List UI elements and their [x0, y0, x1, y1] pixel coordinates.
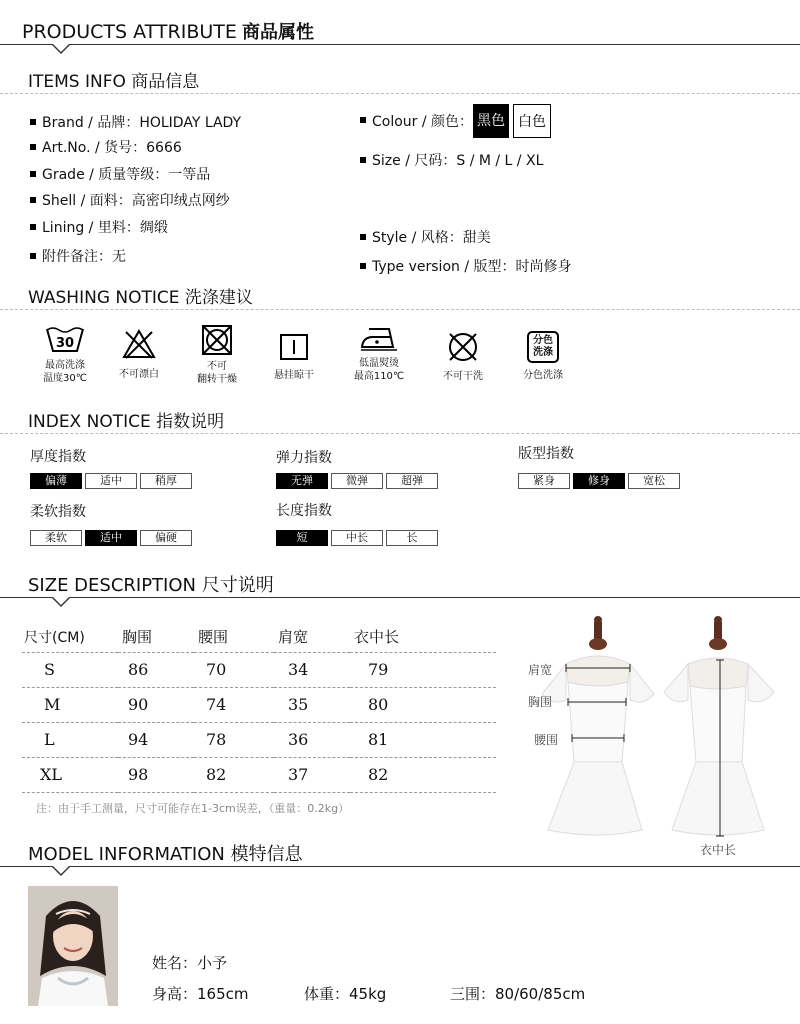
grade-info: Grade / 质量等级：一等品 — [30, 164, 210, 184]
fit-title: 版型指数 — [518, 446, 574, 462]
elasticity-option[interactable]: 微弹 — [331, 473, 383, 489]
wash-item-iron: 低温熨烫 最高110℃ — [339, 325, 419, 383]
items-info-divider — [0, 93, 800, 94]
type-version-info: Type version / 版型：时尚修身 — [360, 256, 572, 276]
fit-option[interactable]: 紧身 — [518, 473, 570, 489]
thickness-options — [30, 473, 192, 489]
elasticity-option[interactable]: 超弹 — [386, 473, 438, 489]
size-note: 注：由于手工测量，尺寸可能存在1-3cm误差，（重量：0.2kg） — [36, 802, 350, 815]
softness-option[interactable]: 柔软 — [30, 530, 82, 546]
waist-label: 腰围 — [534, 733, 559, 747]
softness-title: 柔软指数 — [30, 504, 86, 520]
shell-info: Shell / 面料：高密印绒点网纱 — [30, 190, 230, 210]
attachment-note: 附件备注：无 — [30, 246, 126, 266]
softness-options — [30, 530, 192, 546]
items-info-heading: ITEMS INFO 商品信息 — [28, 72, 200, 92]
iron-low-icon — [359, 325, 399, 353]
wash-item-separate: 分色 洗涤 分色洗涤 — [503, 331, 583, 382]
model-weight: 体重：45kg — [304, 985, 387, 1003]
length-index-options — [276, 530, 438, 546]
size-col-header: 胸围 — [122, 628, 153, 647]
model-measurements: 三围：80/60/85cm — [450, 985, 586, 1003]
elasticity-option[interactable]: 无弹 — [276, 473, 328, 489]
no-dry-clean-icon — [446, 330, 480, 364]
colour-black-swatch[interactable]: 黑色 — [473, 104, 509, 138]
no-bleach-icon — [121, 328, 157, 360]
page-title-cn: 商品属性 — [241, 22, 314, 43]
index-divider — [0, 433, 800, 434]
style-info: Style / 风格：甜美 — [360, 227, 491, 247]
size-notch — [52, 598, 70, 607]
fit-option[interactable]: 宽松 — [628, 473, 680, 489]
model-divider — [0, 866, 800, 867]
index-heading: INDEX NOTICE 指数说明 — [28, 412, 225, 432]
page-title — [22, 18, 314, 44]
washing-divider — [0, 309, 800, 310]
wash-30-icon — [45, 325, 85, 355]
shoulder-label: 肩宽 — [528, 663, 553, 677]
size-col-header: 尺寸(CM) — [24, 629, 85, 646]
size-col-header: 腰围 — [198, 628, 229, 647]
length-index-title: 长度指数 — [276, 503, 332, 519]
thickness-title: 厚度指数 — [30, 449, 86, 465]
chest-label: 胸围 — [528, 695, 553, 709]
lining-info: Lining / 里料：绸缎 — [30, 217, 168, 237]
washing-heading: WASHING NOTICE 洗涤建议 — [28, 288, 253, 308]
no-tumble-dry-icon — [201, 324, 233, 356]
wash-separately-icon: 分色 洗涤 — [527, 331, 559, 363]
table-row: XL 98 82 37 82 — [22, 757, 496, 792]
table-row: M 90 74 35 80 — [22, 687, 496, 722]
fit-options — [518, 473, 680, 489]
size-info: Size / 尺码：S / M / L / XL — [360, 150, 543, 170]
size-table-header — [22, 622, 496, 652]
size-heading: SIZE DESCRIPTION 尺寸说明 — [28, 575, 274, 596]
model-photo — [28, 886, 118, 1006]
wash-item-no-dry-clean: 不可干洗 — [423, 330, 503, 383]
size-divider — [0, 597, 800, 598]
header-divider — [0, 44, 800, 45]
art-no-info: Art.No. / 货号：6666 — [30, 137, 182, 157]
softness-option[interactable]: 适中 — [85, 530, 137, 546]
elasticity-options — [276, 473, 438, 489]
header-notch — [52, 45, 70, 54]
elasticity-title: 弹力指数 — [276, 450, 332, 466]
model-notch — [52, 867, 70, 876]
length-index-option[interactable]: 中长 — [331, 530, 383, 546]
colour-white-swatch[interactable]: 白色 — [513, 104, 551, 138]
thickness-option[interactable]: 适中 — [85, 473, 137, 489]
model-heading: MODEL INFORMATION 模特信息 — [28, 844, 303, 865]
table-row: S 86 70 34 79 — [22, 652, 496, 687]
length-index-option[interactable]: 长 — [386, 530, 438, 546]
wash-item-hang-dry: 悬挂晾干 — [254, 333, 334, 382]
size-table — [22, 622, 496, 793]
thickness-option[interactable]: 偏薄 — [30, 473, 82, 489]
colour-info: Colour / 颜色： 黑色 白色 — [360, 104, 551, 138]
page-title-en: PRODUCTS ATTRIBUTE — [22, 21, 237, 43]
wash-item-no-bleach: 不可漂白 — [99, 328, 179, 381]
length-index-option[interactable]: 短 — [276, 530, 328, 546]
wash-item-30: 30 最高洗涤 温度30℃ — [25, 325, 105, 385]
size-col-header: 衣中长 — [354, 628, 400, 647]
dress-back-illustration — [656, 612, 786, 842]
hang-dry-icon — [279, 333, 309, 361]
svg-text:30: 30 — [55, 336, 75, 351]
brand-info: Brand / 品牌：HOLIDAY LADY — [30, 112, 241, 132]
model-height: 身高：165cm — [152, 985, 249, 1003]
thickness-option[interactable]: 稍厚 — [140, 473, 192, 489]
dress-front-illustration — [520, 612, 660, 842]
fit-option[interactable]: 修身 — [573, 473, 625, 489]
length-label: 衣中长 — [700, 843, 737, 857]
table-row: L 94 78 36 81 — [22, 722, 496, 757]
wash-item-no-tumble: 不可 翻转干燥 — [177, 324, 257, 386]
size-col-header: 肩宽 — [278, 628, 309, 647]
model-name: 姓名：小予 — [152, 954, 228, 972]
softness-option[interactable]: 偏硬 — [140, 530, 192, 546]
